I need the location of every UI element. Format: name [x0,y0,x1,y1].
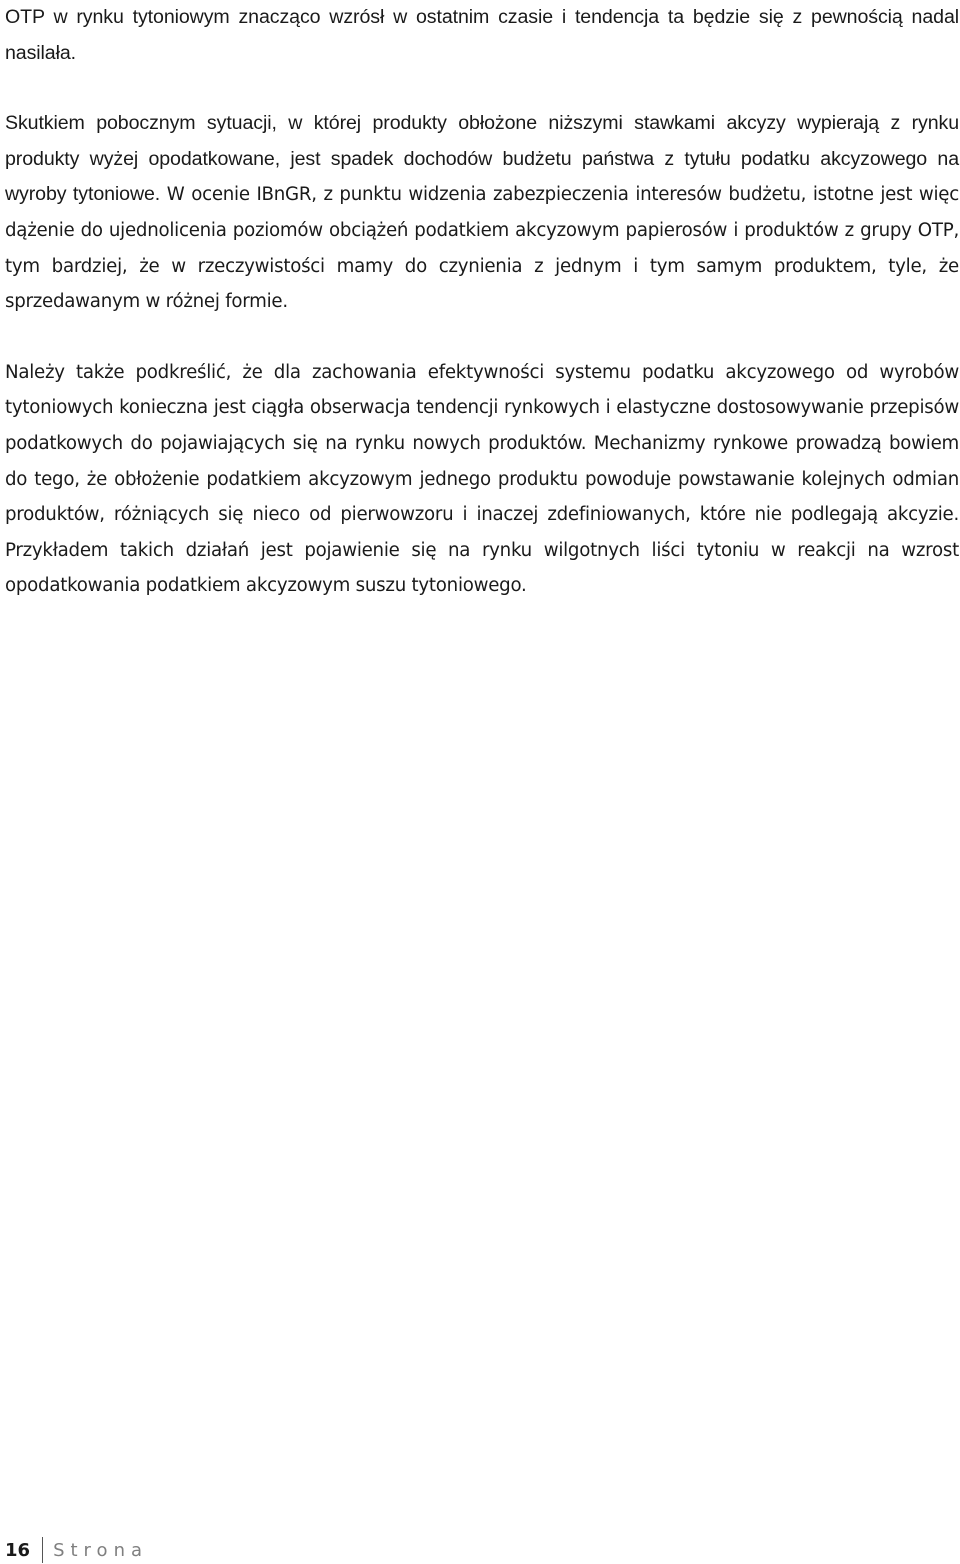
paragraph-2-rest: W ocenie IBnGR, z punktu widzenia zabezpieczenia interesów budżetu, istotne jest więc dążenie do ujednolicenia poziomów obciążeń podatkiem akcyzowym papierosów i produktów z grupy OTP, tym bardziej, że w rzeczywistości mamy do czynienia z jednym i tym samym produktem, tyle, że sprzedawanym w różnej formie. [5,184,959,313]
footer-separator [42,1537,43,1563]
paragraph-gap [5,71,959,106]
page-number: 16 [5,1539,31,1561]
paragraph-2-arial-part: Skutkiem pobocznym sytuacji, w której produkty obłożone niższymi stawkami akcyzy wypierają z rynku produkty wyżej opodatkowane, jest spadek dochodów budżetu państwa z tytułu podatku akcyzowego na wyroby tytoniowe. [5,112,959,206]
page-label: Strona [53,1539,149,1561]
page-footer [5,1536,148,1564]
paragraph-2 [5,106,959,320]
paragraph-gap [5,320,959,355]
document-page [5,0,959,604]
paragraph-1: OTP w rynku tytoniowym znacząco wzrósł w ostatnim czasie i tendencja ta będzie się z pewnością nadal nasilała. [5,6,959,64]
paragraph-3: Należy także podkreślić, że dla zachowania efektywności systemu podatku akcyzowego od wyrobów tytoniowych konieczna jest ciągła obserwacja tendencji rynkowych i elastyczne dostosowywanie przepisów podatkowych do pojawiających się na rynku nowych produktów. Mechanizmy rynkowe prowadzą bowiem do tego, że obłożenie podatkiem akcyzowym jednego produktu powoduje powstawanie kolejnych odmian produktów, różniących się nieco od pierwowzoru i inaczej zdefiniowanych, które nie podlegają akcyzie. Przykładem takich działań jest pojawienie się na rynku wilgotnych liści tytoniu w reakcji na wzrost opodatkowania podatkiem akcyzowym suszu tytoniowego. [5,361,959,597]
